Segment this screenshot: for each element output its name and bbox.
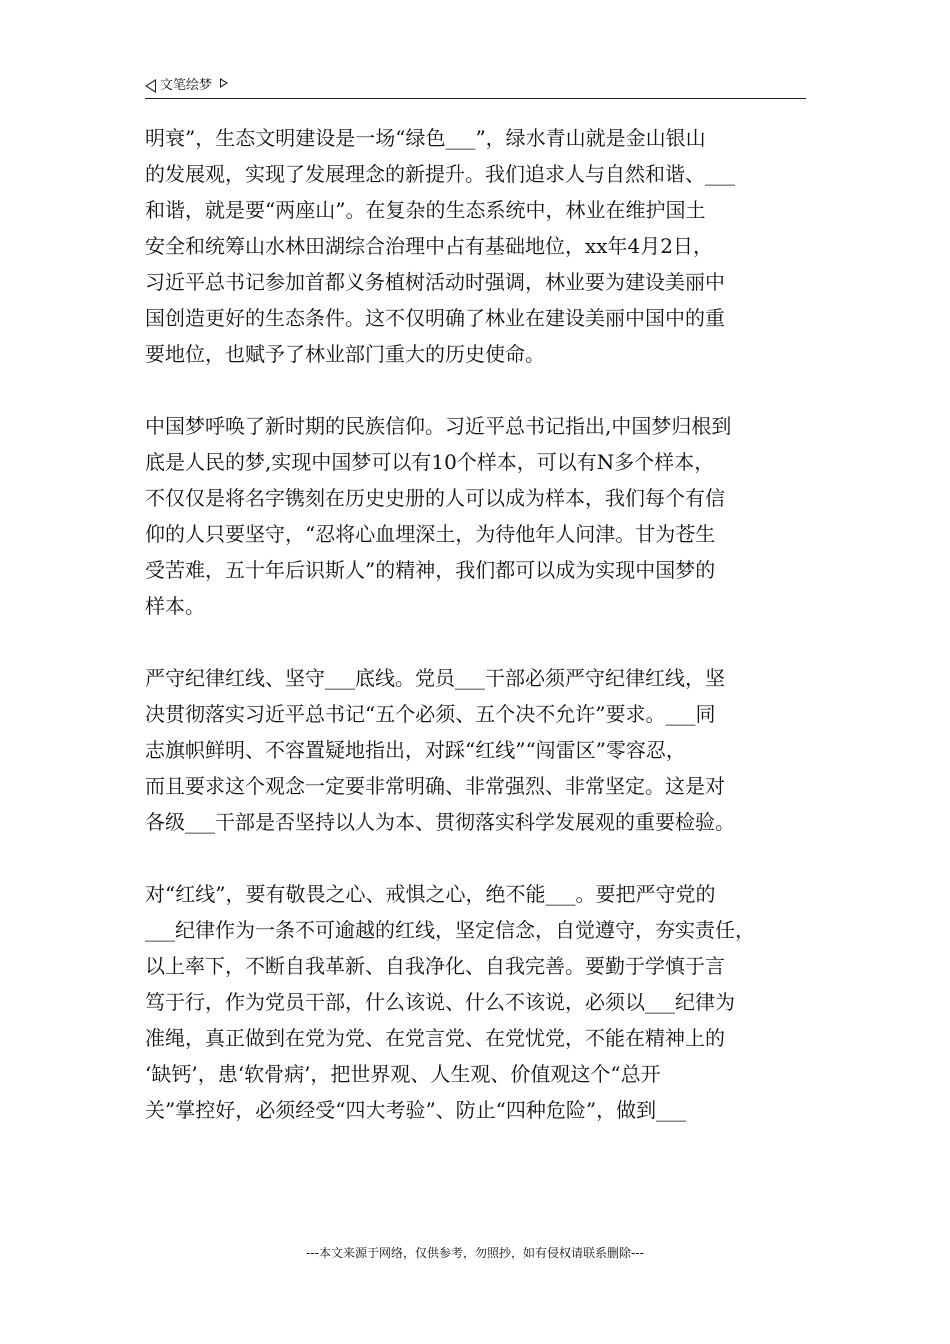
right-triangle-icon: [220, 78, 228, 88]
text-line: 决贯彻落实习近平总书记“五个必须、五个决不允许”要求。___同: [145, 702, 716, 726]
text-line: 明衰”，生态文明建设是一场“绿色___”，绿水青山就是金山银山: [145, 126, 706, 150]
paragraph: [145, 408, 810, 624]
text-line: 和谐，就是要“两座山”。在复杂的生态系统中，林业在维护国土: [145, 198, 706, 222]
paragraph: [145, 876, 810, 1128]
text-line: 受苦难，五十年后识斯人”的精神，我们都可以成为实现中国梦的: [145, 558, 716, 582]
text-line: 国创造更好的生态条件。这不仅明确了林业在建设美丽中国中的重: [145, 306, 725, 330]
text-line: 中国梦呼唤了新时期的民族信仰。习近平总书记指出,中国梦归根到: [145, 414, 732, 438]
page-header: [145, 74, 806, 99]
text-line: 的发展观，实现了发展理念的新提升。我们追求人与自然和谐、___: [145, 162, 735, 186]
paragraph-gap: [145, 624, 810, 660]
text-line: 以上率下，不断自我革新、自我净化、自我完善。要勤于学慎于言: [145, 954, 725, 978]
text-line: 严守纪律红线、坚守___底线。党员___干部必须严守纪律红线，坚: [145, 666, 725, 690]
text-line: 关”掌控好，必须经受“四大考验”、防止“四种危险”，做到___: [145, 1098, 687, 1122]
text-line: ___纪律作为一条不可逾越的红线，坚定信念，自觉遵守，夯实责任，: [145, 918, 755, 942]
text-line: 样本。: [145, 594, 205, 618]
paragraph: [145, 660, 810, 840]
paragraph: [145, 120, 810, 372]
text-line: 要地位，也赋予了林业部门重大的历史使命。: [145, 342, 545, 366]
text-line: ‘缺钙’，患‘软骨病’，把世界观、人生观、价值观这个“总开: [145, 1062, 661, 1086]
text-line: 准绳，真正做到在党为党、在党言党、在党忧党，不能在精神上的: [145, 1026, 725, 1050]
document-body: [145, 120, 810, 1128]
text-line: 底是人民的梦,实现中国梦可以有10个样本，可以有N多个样本，: [145, 450, 715, 474]
text-line: 而且要求这个观念一定要非常明确、非常强烈、非常坚定。这是对: [145, 774, 725, 798]
text-line: 各级___干部是否坚持以人为本、贯彻落实科学发展观的重要检验。: [145, 810, 735, 834]
left-triangle-icon: [145, 79, 156, 93]
paragraph-gap: [145, 840, 810, 876]
text-line: 志旗帜鲜明、不容置疑地指出，对踩“红线”“闯雷区”零容忍，: [145, 738, 686, 762]
text-line: 不仅仅是将名字镌刻在历史史册的人可以成为样本，我们每个有信: [145, 486, 725, 510]
header-title: 文笔绘梦: [160, 78, 213, 93]
paragraph-gap: [145, 372, 810, 408]
text-line: 笃于行，作为党员干部，什么该说、什么不该说，必须以___纪律为: [145, 990, 735, 1014]
text-line: 对“红线”，要有敬畏之心、戒惧之心，绝不能___。要把严守党的: [145, 882, 716, 906]
text-line: 安全和统筹山水林田湖综合治理中占有基础地位，xx年4月2日，: [145, 234, 714, 258]
text-line: 习近平总书记参加首都义务植树活动时强调，林业要为建设美丽中: [145, 270, 725, 294]
text-line: 仰的人只要坚守，“忍将心血埋深土，为待他年人问津。甘为苍生: [145, 522, 716, 546]
page-footer: ---本文来源于网络，仅供参考，勿照抄，如有侵权请联系删除---: [306, 1246, 644, 1260]
